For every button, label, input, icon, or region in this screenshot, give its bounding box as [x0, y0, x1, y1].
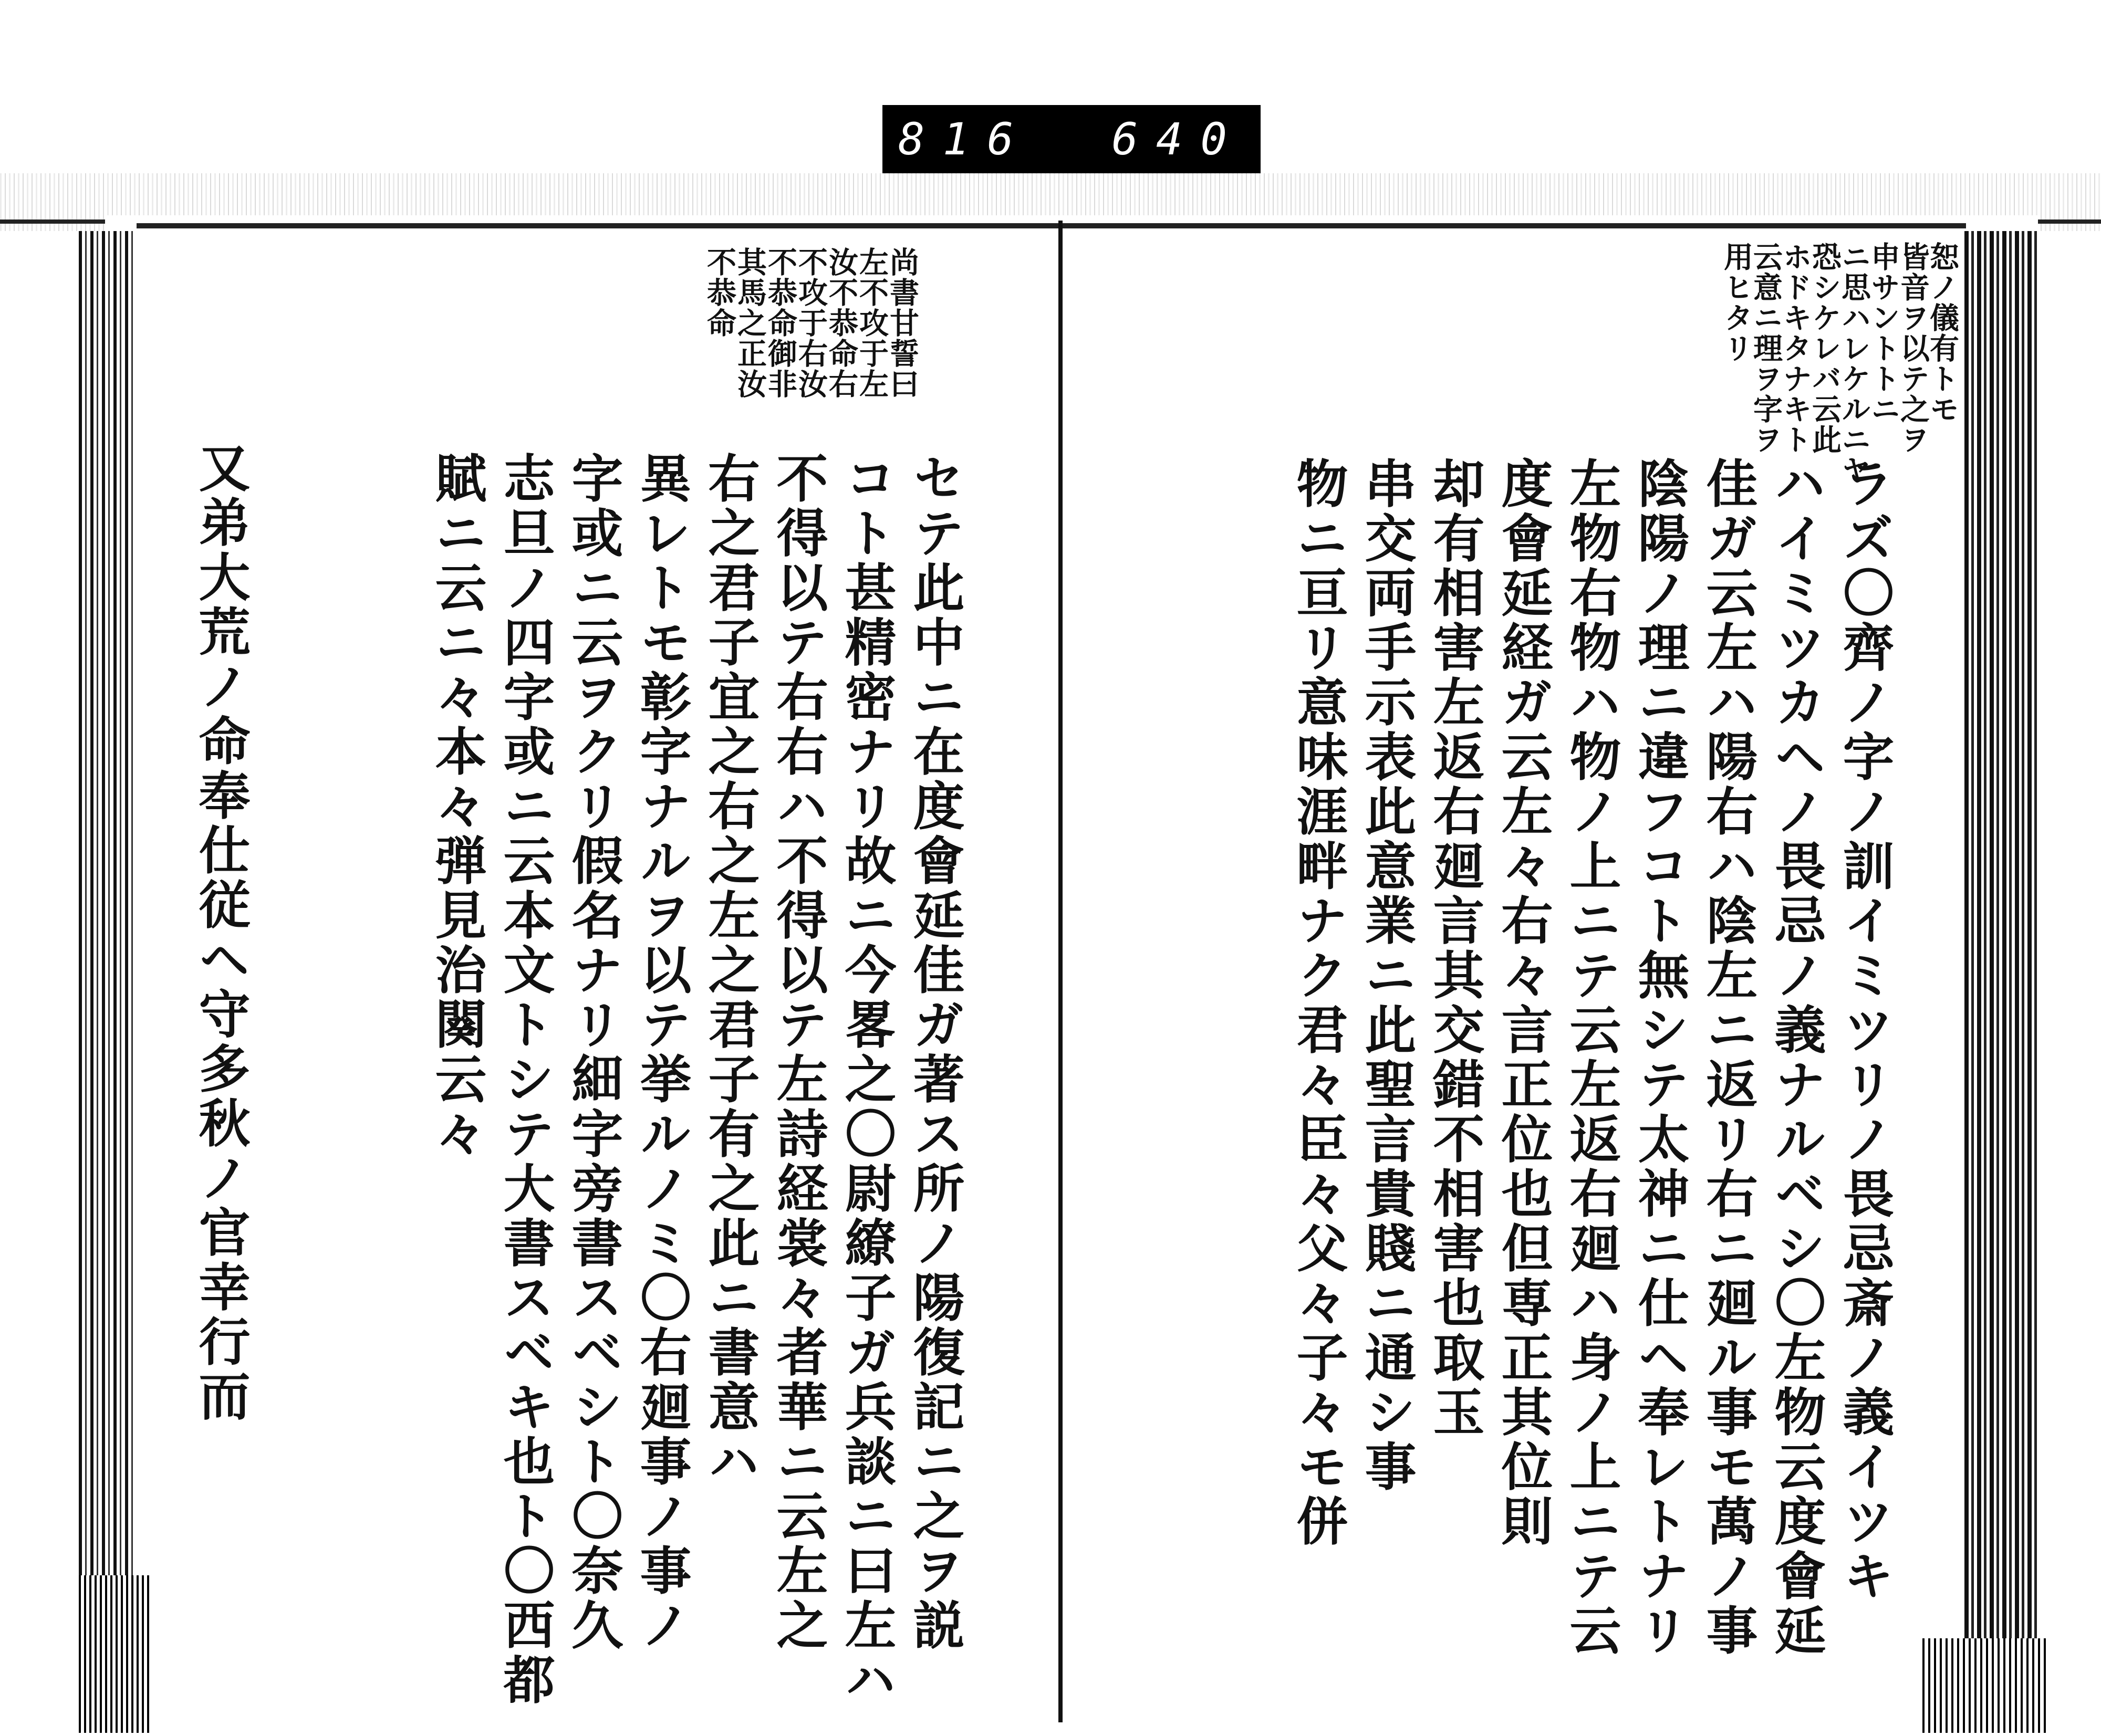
left-headnote-line-6: 其馬之正汝: [733, 247, 767, 399]
left-main-line-8: 賦ニ云ニ々本々弾見治闋云々: [427, 452, 487, 1162]
left-main-line-4: 右之君子宜之右之左之君子有之此ニ書意ハ: [700, 452, 760, 1489]
left-headnote-line-5: 不恭命御非: [763, 247, 798, 399]
right-headnote-line-5: 恐シケレバ云此: [1807, 242, 1842, 455]
left-main-line-1: セテ此中ニ在度會延佳ガ著ス所ノ陽復記ニ之ヲ説: [904, 452, 965, 1653]
right-page: [1066, 231, 1959, 1712]
left-page-edge: [79, 231, 137, 1722]
right-headnote-line-8: 用ヒタリ: [1719, 242, 1754, 363]
left-headnote-line-4: 不攻于右汝: [794, 247, 828, 399]
left-headnote-line-7: 不恭命: [702, 247, 737, 338]
book-spine: [1058, 221, 1063, 1722]
right-headnote-line-2: 皆音ヲ以テ之ヲ: [1896, 242, 1930, 455]
catalog-label: [882, 105, 1261, 173]
right-headnote-line-6: ホドキタナキト: [1778, 242, 1813, 455]
right-main-line-7: 却有相害左返右廻言其交錯不相害也取玉: [1424, 457, 1485, 1440]
left-page-top-border: [137, 223, 1058, 228]
right-main-line-4: 陰陽ノ理ニ違フコト無シテ太神ニ仕ヘ奉レトナリ: [1629, 457, 1690, 1658]
right-main-line-5: 左物右物ハ物ノ上ニテ云左返右廻ハ身ノ上ニテ云: [1561, 457, 1621, 1658]
right-main-line-9: 物ニ亘リ意味涯畔ナク君々臣々父々子々モ併: [1288, 457, 1348, 1549]
left-headnote-line-1: 尚書甘誓曰: [885, 247, 920, 399]
left-main-line-9: 又弟大荒ノ命奉仕従ヘ守多秋ノ官幸行而: [190, 441, 251, 1424]
right-headnote-line-7: 云意ニ理ヲ字ヲ: [1749, 242, 1783, 455]
right-headnote-line-1: 恕ノ儀有トモ: [1925, 242, 1960, 424]
right-main-line-3: 佳ガ云左ハ陽右ハ陰左ニ返リ右ニ廻ル事モ萬ノ事: [1698, 457, 1758, 1658]
left-main-line-7: 志旦ノ四字或ニ云本文トシテ大書スベキ也ト〇西都: [495, 452, 555, 1708]
right-headnote-line-4: ニ思ハレケルニヤ: [1837, 242, 1871, 485]
left-page: [137, 231, 1056, 1712]
left-headnote-line-3: 汝不恭命右: [824, 247, 859, 399]
left-main-line-3: 不得以テ右右ハ不得以テ左詩経裳々者華ニ云左之: [768, 452, 828, 1653]
left-main-line-2: コト甚精密ナリ故ニ今畧之〇尉繚子ガ兵談ニ曰左ハ: [836, 452, 897, 1708]
right-main-line-6: 度會延経ガ云左々右々言正位也但専正其位則: [1493, 457, 1553, 1549]
right-main-line-8: 串交両手示表此意業ニ此聖言貴賤ニ通シ事: [1356, 457, 1417, 1494]
catalog-label-left: 816: [898, 113, 1032, 165]
right-headnote-line-3: 申サントトニ: [1866, 242, 1901, 424]
right-main-line-2: ハイミツカヘノ畏忌ノ義ナルベシ〇左物云度會延: [1766, 457, 1826, 1658]
right-page-top-border: [1063, 223, 1966, 228]
left-main-line-6: 字或ニ云ヲクリ假名ナリ細字旁書スベシト〇奈久: [563, 452, 623, 1653]
right-page-edge: [1964, 231, 2038, 1649]
left-headnote-line-2: 左不攻于左: [855, 247, 889, 399]
left-main-line-5: 異レトモ彰字ナルヲ以テ挙ルノミ〇右廻事ノ事ノ: [631, 452, 692, 1653]
catalog-label-right: 640: [1111, 113, 1245, 165]
right-main-line-1: ラズ〇齊ノ字ノ訓イミツリノ畏忌斎ノ義イツキ: [1834, 457, 1895, 1604]
